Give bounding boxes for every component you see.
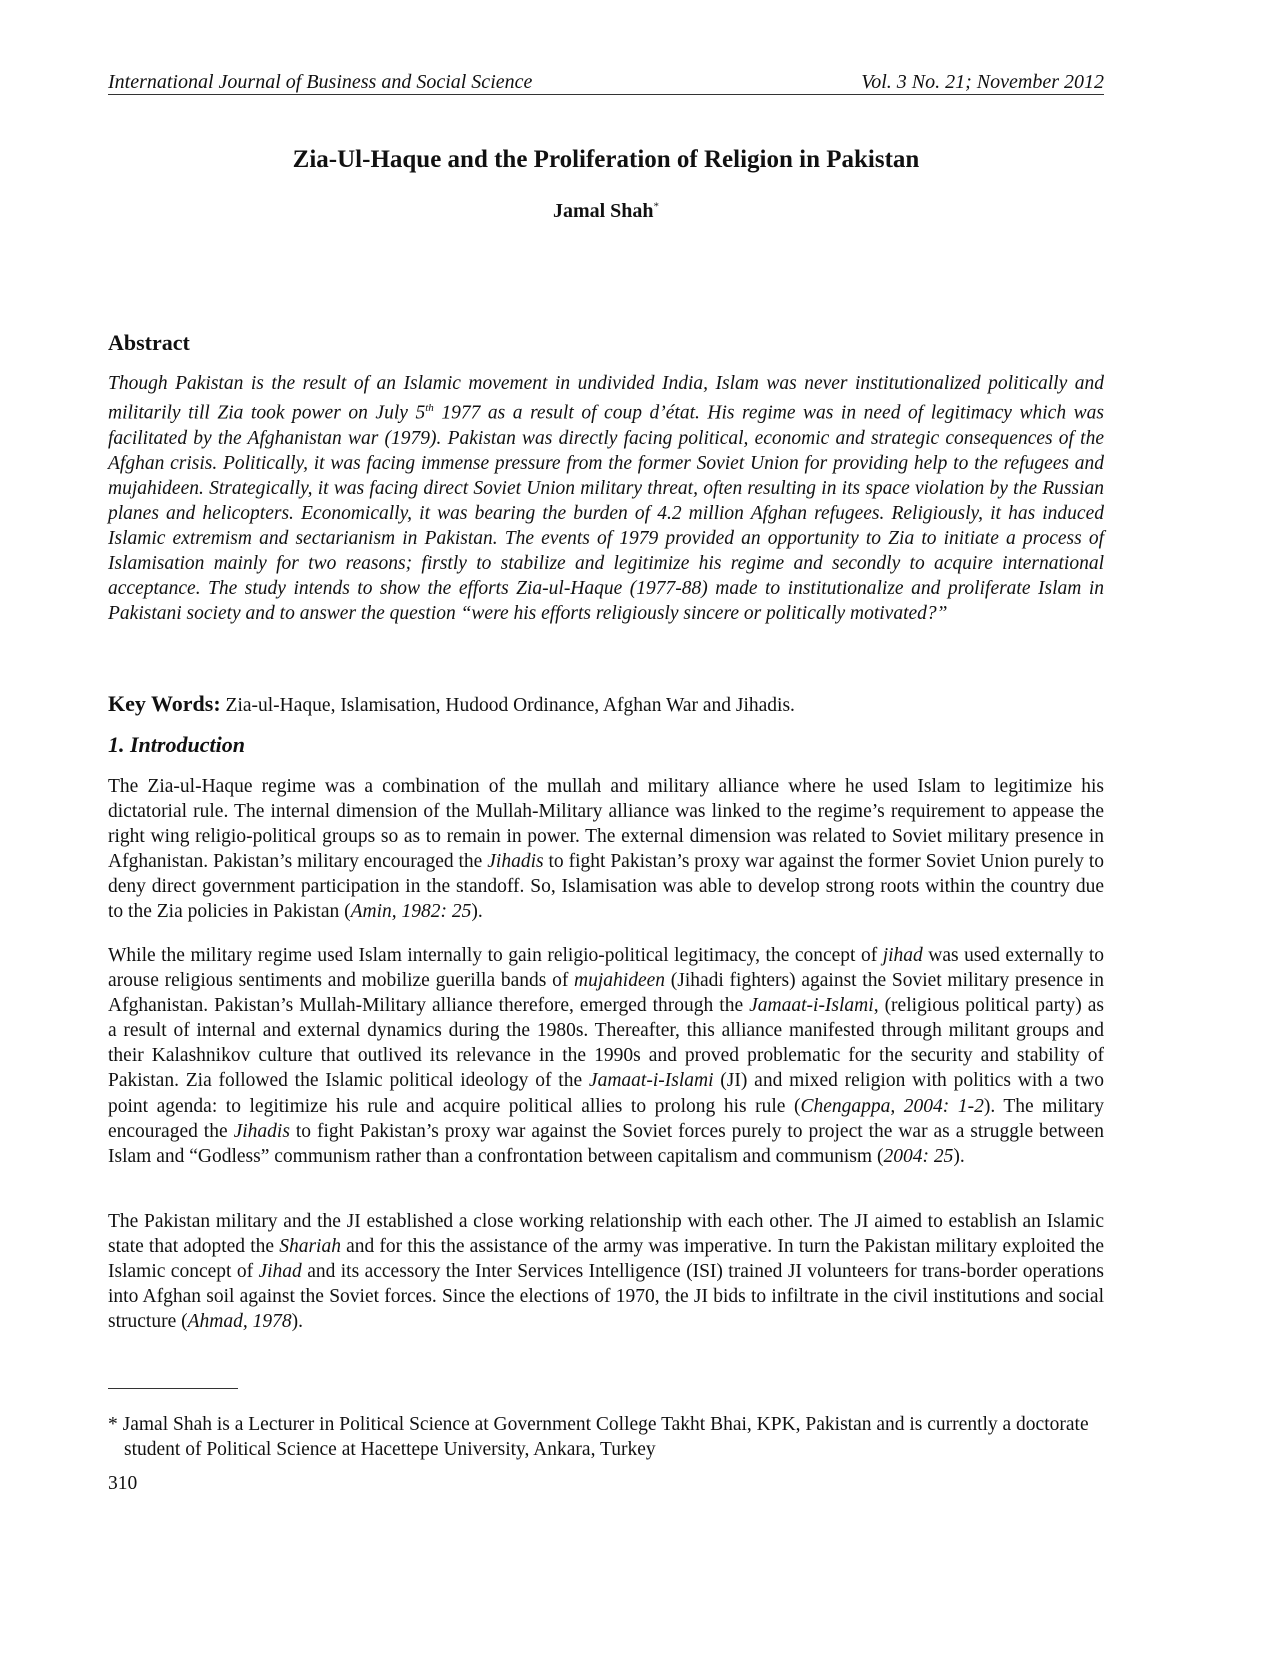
text-run: to fight Pakistan’s proxy war against the former Soviet Union purely to deny direct government participation in the standoff. So, Islamisation was able to develop strong roots within the country due to the Zia policies in Pakistan ( xyxy=(108,851,1104,923)
section-heading-introduction: 1. Introduction xyxy=(108,732,245,757)
text-run: (JI) and mixed religion with politics with a two point agenda: to legitimize his rule and acquire political allies to prolong his rule ( xyxy=(108,1070,1104,1117)
italic-text: Jihadis xyxy=(487,851,544,873)
paragraph xyxy=(108,1209,1104,1334)
paragraph xyxy=(108,774,1104,925)
keywords-text: Zia-ul-Haque, Islamisation, Hudood Ordinance, Afghan War and Jihadis. xyxy=(220,695,795,716)
paper-title: Zia-Ul-Haque and the Proliferation of Religion in Pakistan xyxy=(292,146,920,173)
journal-name: International Journal of Business and Social Science xyxy=(108,71,533,93)
text-run: and its accessory the Inter Services Intelligence (ISI) trained JI volunteers for trans-border operations into Afghan soil against the Soviet forces. Since the elections of 1970, the JI bids to infiltrate in the civil institutions and social structure ( xyxy=(108,1261,1104,1333)
abstract-text xyxy=(108,371,1104,626)
text-run: th xyxy=(425,402,434,415)
text-run: was used externally to arouse religious sentiments and mobilize guerilla bands of xyxy=(108,945,1104,992)
text-run: ). The military encouraged the xyxy=(108,1095,1104,1142)
text-run: Though Pakistan is the result of an Islamic movement in undivided India, Islam was never institutionalized politically and militarily till Zia took power on July 5 xyxy=(108,373,1104,424)
paragraph xyxy=(108,943,1104,1169)
italic-text: Jihad xyxy=(258,1261,302,1283)
text-run: 1977 as a result of coup d’état. His regime was in need of legitimacy which was facilitated by the Afghanistan war (1979). Pakistan was directly facing political, economic and strategic consequences of the Afghan crisis. Politically, it was facing immense pressure from the former Soviet Union for providing help to the refugees and mujahideen. Strategically, it was facing direct Soviet Union military threat, often resulting in its space violation by the Russian planes and helicopters. Economically, it was bearing the burden of 4.2 million Afghan refugees. Religiously, it has induced Islamic extremism and sectarianism in Pakistan. The events of 1979 provided an opportunity to Zia to initiate a process of Islamisation mainly for two reasons; firstly to stabilize and legitimize his regime and secondly to acquire international acceptance. The study intends to show the efforts Zia-ul-Haque (1977-88) made to institutionalize and proliferate Islam in Pakistani society and to answer the question “were his efforts religiously sincere or politically motivated?” xyxy=(108,402,1104,625)
text-run: and for this the assistance of the army was imperative. In turn the Pakistan military exploited the Islamic concept of xyxy=(108,1236,1104,1283)
issue-info: Vol. 3 No. 21; November 2012 xyxy=(861,71,1104,93)
text-run: ). xyxy=(471,901,483,923)
italic-text: Jamaat-i-Islami xyxy=(749,995,874,1017)
text-run: , (religious political party) as a result of internal and external dynamics during the 1980s. Thereafter, this alliance manifested through militant groups and their Kalashnikov culture that outlived its relevance in the 1990s and proved problematic for the security and stability of Pakistan. Zia followed the Islamic political ideology of the xyxy=(108,995,1104,1092)
text-run: ). xyxy=(953,1145,965,1167)
italic-text: jihad xyxy=(882,945,923,966)
author xyxy=(108,200,1104,223)
running-header xyxy=(108,70,1104,95)
keywords-label: Key Words: xyxy=(108,691,221,716)
italic-text: Ahmad, 1978 xyxy=(187,1311,292,1333)
text-run: to fight Pakistan’s proxy war against the Soviet forces purely to project the war as a struggle between Islam and “Godless” communism rather than a confrontation between capitalism and communism ( xyxy=(108,1120,1105,1167)
italic-text: Jamaat-i-Islami xyxy=(588,1070,714,1092)
footnote-divider xyxy=(108,1388,238,1389)
italic-text: Shariah xyxy=(279,1236,341,1258)
text-run: The Pakistan military and the JI established a close working relationship with each other. The JI aimed to establish an Islamic state that adopted the xyxy=(108,1211,1104,1258)
footnote-mark: * xyxy=(653,200,660,213)
text-run: ). xyxy=(291,1311,303,1333)
italic-text: Jihadis xyxy=(233,1120,290,1142)
abstract-heading: Abstract xyxy=(108,330,190,355)
keywords xyxy=(108,691,1104,717)
italic-text: Chengappa, 2004: 1-2 xyxy=(800,1095,984,1117)
text-run: While the military regime used Islam internally to gain religio-political legitimacy, the concept of xyxy=(108,945,883,966)
italic-text: 2004: 25 xyxy=(883,1145,954,1167)
italic-text: Amin, 1982: 25 xyxy=(350,901,472,923)
text-run: The Zia-ul-Haque regime was a combination of the mullah and military alliance where he used Islam to legitimize his dictatorial rule. The internal dimension of the Mullah-Military alliance was linked to the regime’s requirement to appease the right wing religio-political groups so as to remain in power. The external dimension was related to Soviet military presence in Afghanistan. Pakistan’s military encouraged the xyxy=(108,776,1104,873)
footnote: * Jamal Shah is a Lecturer in Political Science at Government College Takht Bhai, KPK, Pakistan and is currently a doctorate student of Political Science at Hacettepe University, Ankara, Turkey xyxy=(108,1414,1089,1460)
text-run: (Jihadi fighters) against the Soviet military presence in Afghanistan. Pakistan’s Mullah-Military alliance therefore, emerged through the xyxy=(108,970,1104,1017)
page-number: 310 xyxy=(108,1473,138,1494)
author-name: Jamal Shah xyxy=(552,200,654,222)
italic-text: mujahideen xyxy=(574,970,666,992)
